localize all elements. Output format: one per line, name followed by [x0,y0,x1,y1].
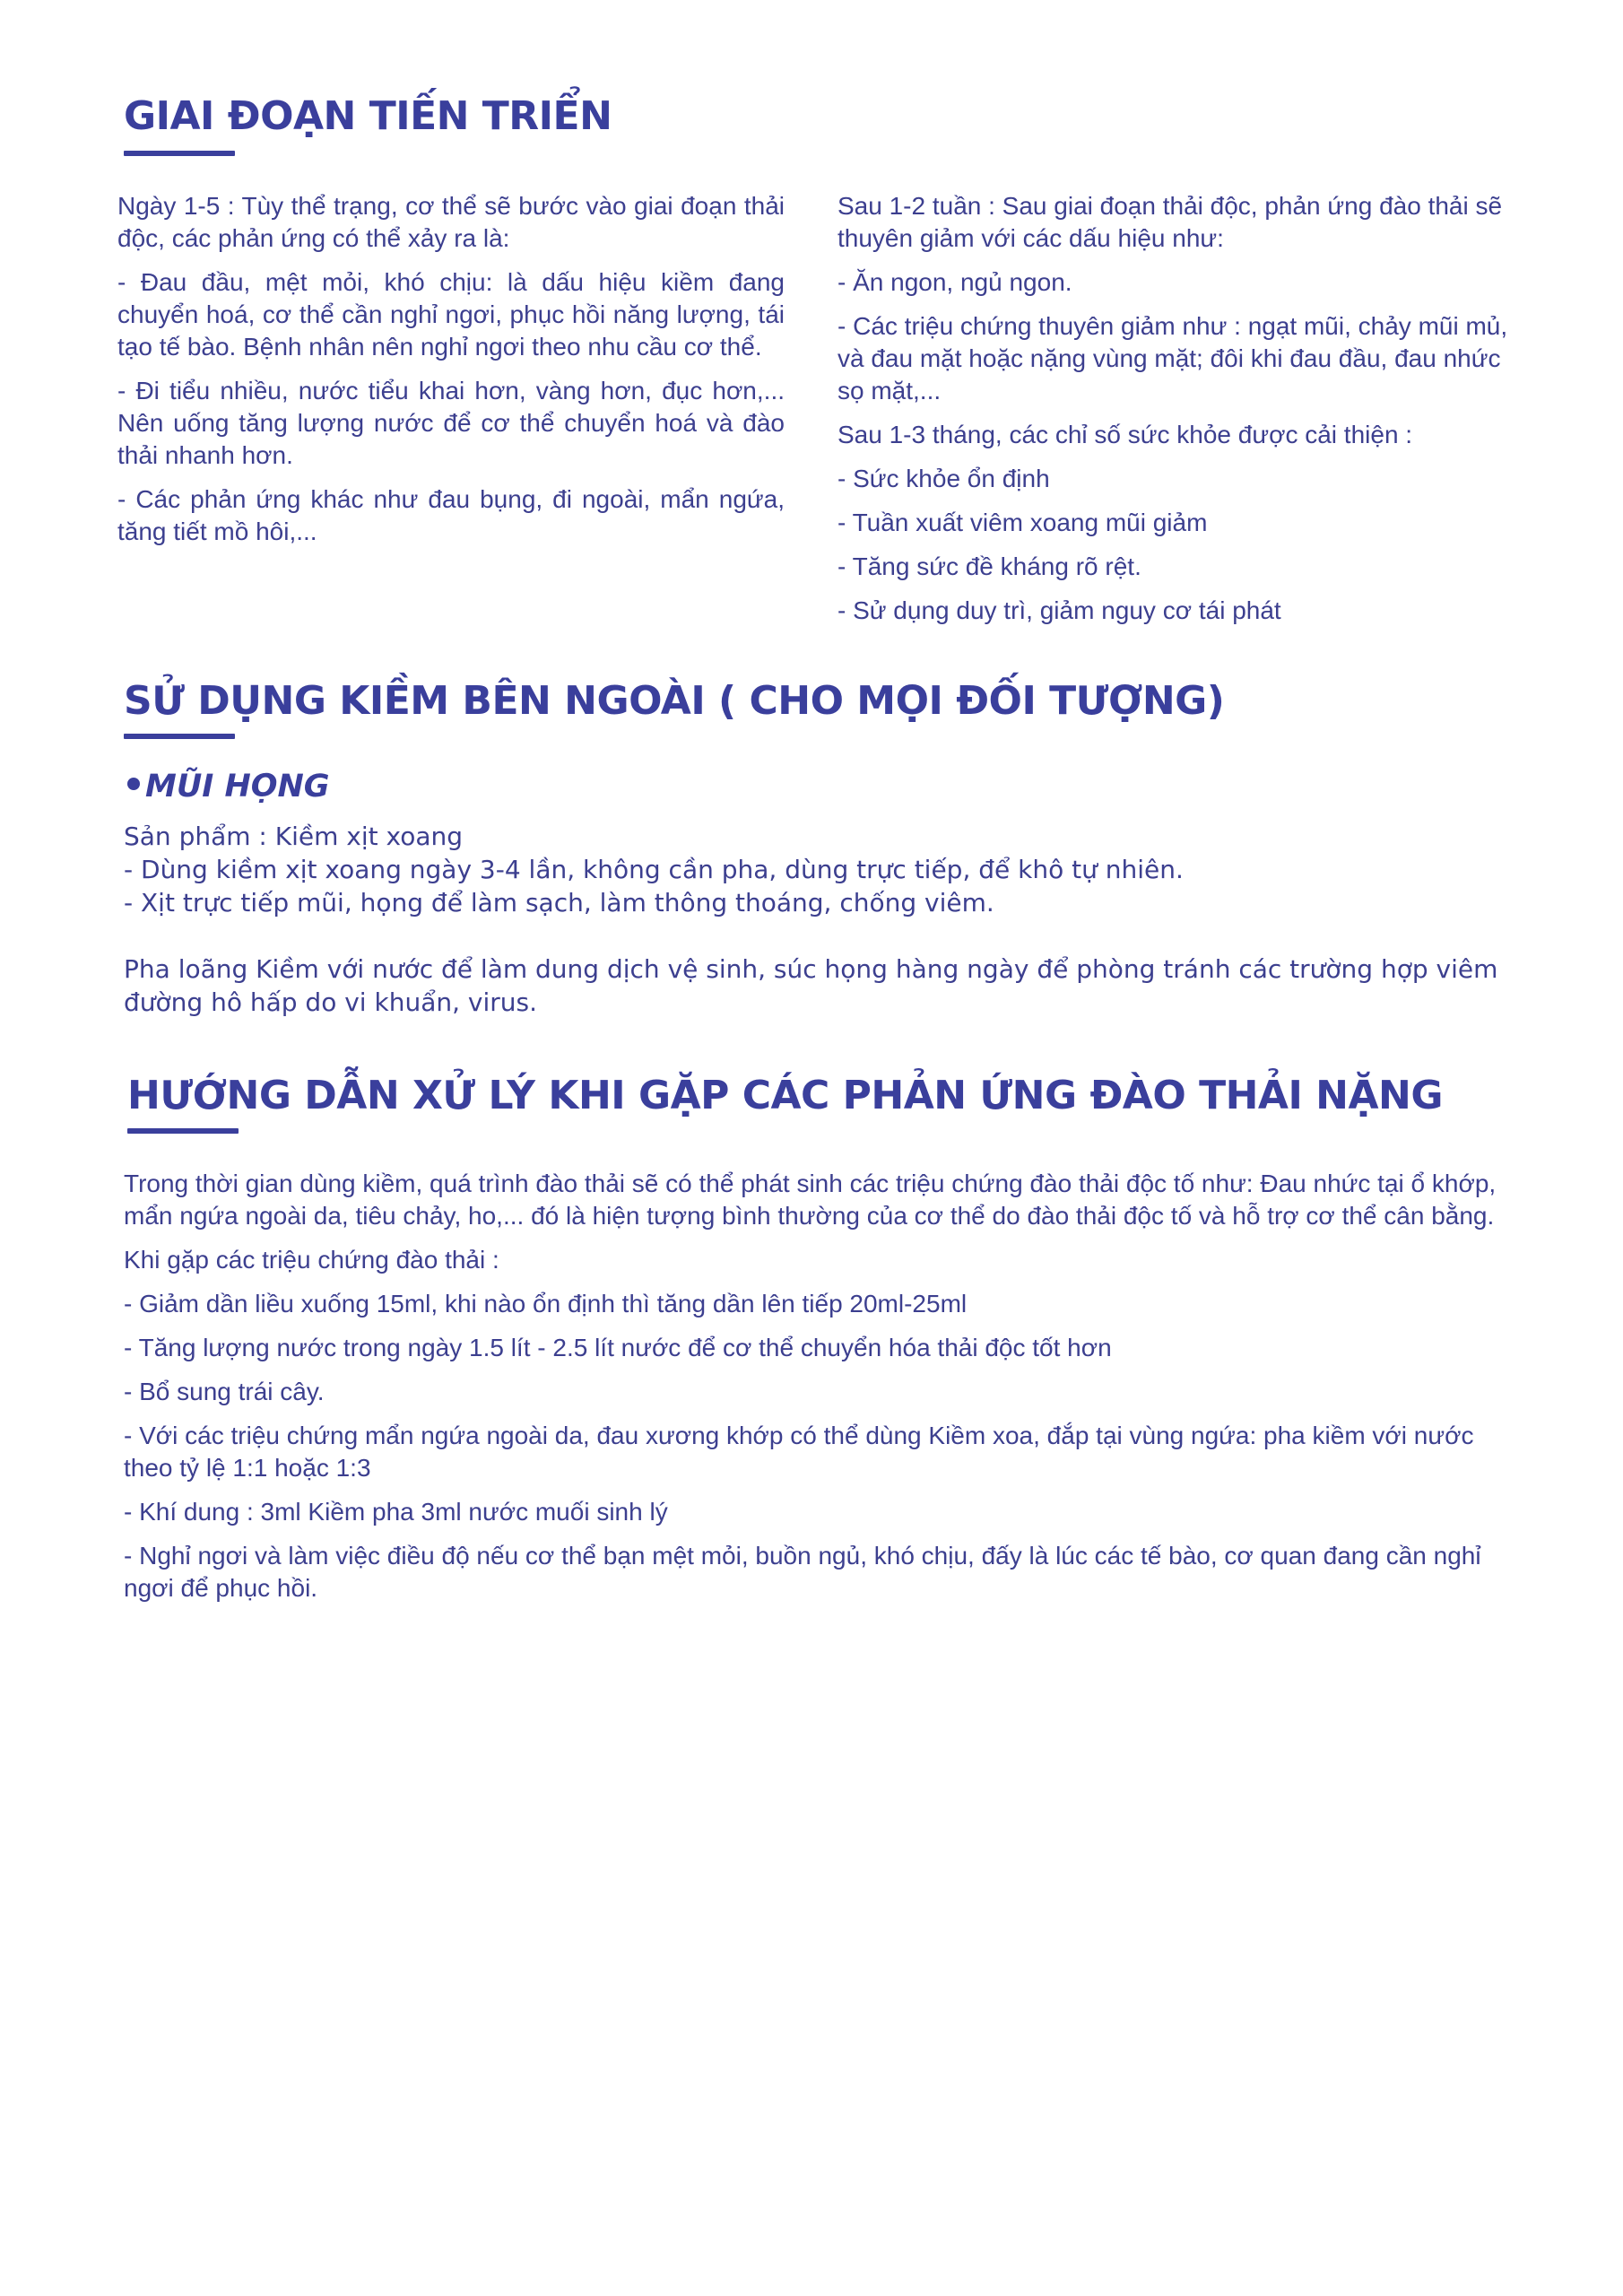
body-paragraph: - Giảm dần liều xuống 15ml, khi nào ổn định thì tăng dần lên tiếp 20ml-25ml [124,1290,968,1318]
right-paragraph: Sau 1-3 tháng, các chỉ số sức khỏe được cải thiện : [838,421,1413,448]
section1-title: GIAI ĐOẠN TIẾN TRIỂN [124,93,612,139]
body-paragraph: - Khí dung : 3ml Kiềm pha 3ml nước muối sinh lý [124,1498,668,1526]
body-paragraph: - Bổ sung trái cây. [124,1378,325,1405]
product-line: Sản phẩm : Kiềm xịt xoang [124,822,464,851]
right-paragraph: - Tuần xuất viêm xoang mũi giảm [838,509,1208,536]
section3-body [124,1168,1523,1616]
right-paragraph: - Tăng sức đề kháng rõ rệt. [838,552,1141,580]
left-paragraph: - Đau đầu, mệt mỏi, khó chịu: là dấu hiệu kiềm đang chuyển hoá, cơ thể cần nghỉ ngơi, phục hồi năng lượng, tái tạo tế bào. Bệnh nhân nên nghỉ ngơi theo nhu cầu cơ thể. [117,268,785,361]
subhead-text: MŨI HỌNG [145,769,330,804]
right-paragraph: Sau 1-2 tuần : Sau giai đoạn thải độc, phản ứng đào thải sẽ thuyên giảm với các dấu hiệu như: [838,192,1503,252]
section2-product-lines [124,820,1184,919]
right-paragraph: - Các triệu chứng thuyên giảm như : ngạt mũi, chảy mũi mủ, và đau mặt hoặc nặng vùng mặt; đôi khi đau đầu, đau nhức sọ mặt,... [838,312,1508,404]
product-line: - Dùng kiềm xịt xoang ngày 3-4 lần, không cần pha, dùng trực tiếp, để khô tự nhiên. [124,855,1184,884]
paragraph-line: đường hô hấp do vi khuẩn, virus. [124,987,537,1017]
section2-subhead [127,768,330,805]
body-paragraph: - Nghỉ ngơi và làm việc điều độ nếu cơ thể bạn mệt mỏi, buồn ngủ, khó chịu, đấy là lúc các tế bào, cơ quan đang cần nghỉ ngơi để phục hồi. [124,1542,1481,1602]
paragraph-line: Pha loãng Kiềm với nước để làm dung dịch vệ sinh, súc họng hàng ngày để phòng tránh các trường hợp viêm [124,954,1498,984]
section2-paragraph [124,952,1497,1019]
section2-underline [124,734,235,739]
body-paragraph: Trong thời gian dùng kiềm, quá trình đào thải sẽ có thể phát sinh các triệu chứng đào thải độc tố như: Đau nhức tại ổ khớp, mẩn ngứa ngoài da, tiêu chảy, ho,... đó là hiện tượng bình thường của cơ thể do đào thải độc tố và hỗ trợ cơ thể cân bằng. [124,1170,1497,1230]
left-paragraph: - Các phản ứng khác như đau bụng, đi ngoài, mẩn ngứa, tăng tiết mồ hôi,... [117,485,785,545]
section2-title: SỬ DỤNG KIỀM BÊN NGOÀI ( CHO MỌI ĐỐI TƯỢNG) [124,678,1225,724]
right-paragraph: - Sức khỏe ổn định [838,465,1050,492]
body-paragraph: - Với các triệu chứng mẩn ngứa ngoài da, đau xương khớp có thể dùng Kiềm xoa, đắp tại vùng ngứa: pha kiềm với nước theo tỷ lệ 1:1 hoặc 1:3 [124,1422,1474,1482]
body-paragraph: - Tăng lượng nước trong ngày 1.5 lít - 2.5 lít nước để cơ thể chuyển hóa thải độc tốt hơn [124,1334,1112,1361]
right-paragraph: - Sử dụng duy trì, giảm nguy cơ tái phát [838,596,1281,624]
bullet-icon [127,778,140,790]
body-paragraph: Khi gặp các triệu chứng đào thải : [124,1246,499,1274]
left-paragraph: - Đi tiểu nhiều, nước tiểu khai hơn, vàng hơn, đục hơn,... Nên uống tăng lượng nước để cơ thể chuyển hoá và đào thải nhanh hơn. [117,377,785,469]
section1-underline [124,151,235,156]
section1-left-column [117,190,785,560]
section3-title: HƯỚNG DẪN XỬ LÝ KHI GẶP CÁC PHẢN ỨNG ĐÀO THẢI NẶNG [127,1073,1443,1118]
left-paragraph: Ngày 1-5 : Tùy thể trạng, cơ thể sẽ bước vào giai đoạn thải độc, các phản ứng có thể xảy ra là: [117,192,785,252]
product-line: - Xịt trực tiếp mũi, họng để làm sạch, làm thông thoáng, chống viêm. [124,888,994,918]
right-paragraph: - Ăn ngon, ngủ ngon. [838,268,1072,296]
section1-right-column [838,190,1519,639]
section3-underline [127,1128,239,1134]
